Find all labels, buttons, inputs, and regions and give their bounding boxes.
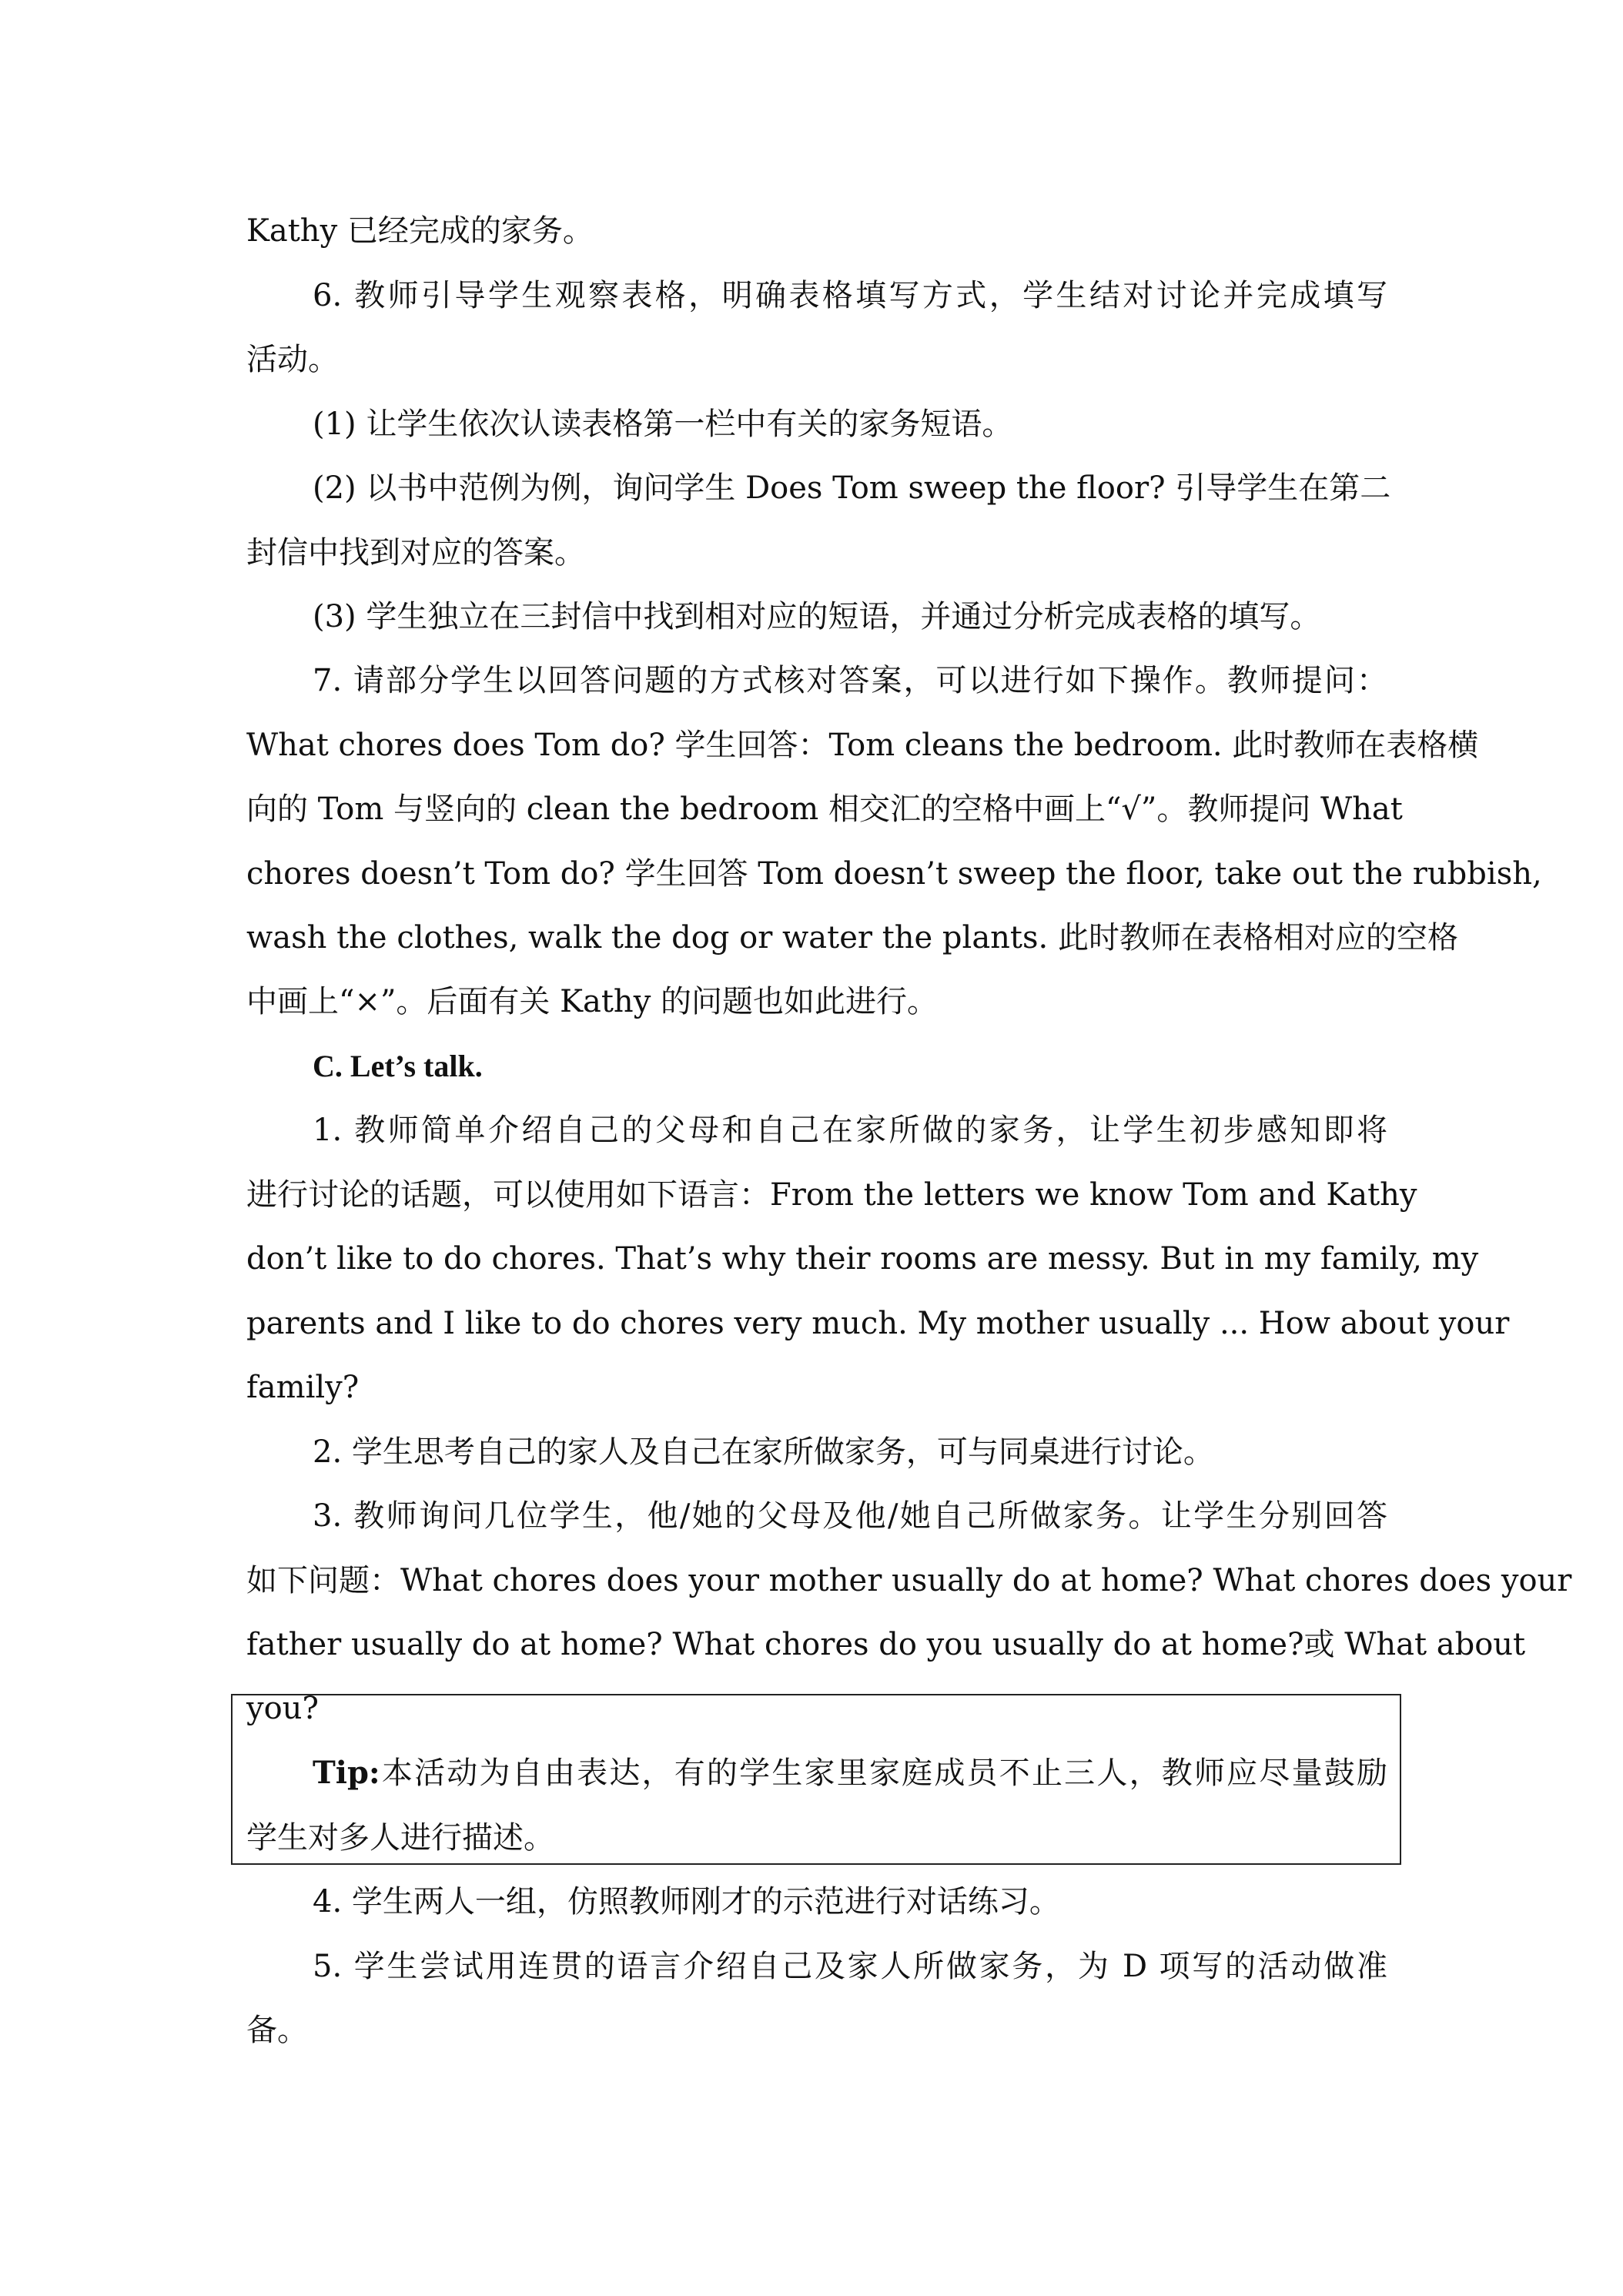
paragraph-line: 如下问题：What chores does your mother usually do at home? What chores does your <box>246 1563 1572 1598</box>
paragraph-line: 5. 学生尝试用连贯的语言介绍自己及家人所做家务，为 D 项写的活动做准 <box>313 1949 1387 1984</box>
paragraph-line: 封信中找到对应的答案。 <box>246 535 585 571</box>
paragraph-line: 6. 教师引导学生观察表格，明确表格填写方式，学生结对讨论并完成填写 <box>313 278 1387 313</box>
paragraph-line: 4. 学生两人一组，仿照教师刚才的示范进行对话练习。 <box>313 1884 1060 1919</box>
paragraph-line: 向的 Tom 与竖向的 clean the bedroom 相交汇的空格中画上“√”。教师提问 What <box>246 792 1403 827</box>
paragraph-line: (2) 以书中范例为例，询问学生 Does Tom sweep the floor? 引导学生在第二 <box>313 470 1391 506</box>
paragraph-line: (1) 让学生依次认读表格第一栏中有关的家务短语。 <box>313 407 1013 442</box>
paragraph-line: 中画上“×”。后面有关 Kathy 的问题也如此进行。 <box>246 984 939 1019</box>
paragraph-line: 1. 教师简单介绍自己的父母和自己在家所做的家务，让学生初步感知即将 <box>313 1113 1387 1148</box>
paragraph-line: What chores does Tom do? 学生回答：Tom cleans the bedroom. 此时教师在表格横 <box>246 728 1479 763</box>
paragraph-line: chores doesn’t Tom do? 学生回答 Tom doesn’t sweep the floor, take out the rubbish, <box>246 856 1542 892</box>
paragraph-line: 进行讨论的话题，可以使用如下语言：From the letters we know Tom and Kathy <box>246 1177 1417 1213</box>
paragraph-line: family? <box>246 1370 360 1405</box>
tip-label: Tip: <box>313 1755 380 1791</box>
paragraph-line: 2. 学生思考自己的家人及自己在家所做家务，可与同桌进行讨论。 <box>313 1434 1214 1470</box>
section-heading: C. Let’s talk. <box>313 1049 483 1083</box>
paragraph-line: 3. 教师询问几位学生，他/她的父母及他/她自己所做家务。让学生分别回答 <box>313 1498 1387 1534</box>
paragraph-line: parents and I like to do chores very much. My mother usually ... How about your <box>246 1306 1510 1341</box>
tip-line: 学生对多人进行描述。 <box>246 1820 554 1856</box>
paragraph-line: Kathy 已经完成的家务。 <box>246 213 594 249</box>
tip-text: 本活动为自由表达，有的学生家里家庭成员不止三人，教师应尽量鼓励 <box>380 1755 1387 1791</box>
paragraph-line: 7. 请部分学生以回答问题的方式核对答案，可以进行如下操作。教师提问： <box>313 663 1387 698</box>
paragraph-line: (3) 学生独立在三封信中找到相对应的短语，并通过分析完成表格的填写。 <box>313 599 1321 634</box>
tip-line <box>313 1753 1387 1793</box>
paragraph-line: wash the clothes, walk the dog or water the plants. 此时教师在表格相对应的空格 <box>246 920 1458 956</box>
paragraph-line: you? <box>246 1691 319 1726</box>
paragraph-line: 备。 <box>246 2013 308 2048</box>
paragraph-line: don’t like to do chores. That’s why their rooms are messy. But in my family, my <box>246 1241 1479 1277</box>
paragraph-line: father usually do at home? What chores do you usually do at home?或 What about <box>246 1627 1526 1662</box>
paragraph-line: 活动。 <box>246 342 339 377</box>
